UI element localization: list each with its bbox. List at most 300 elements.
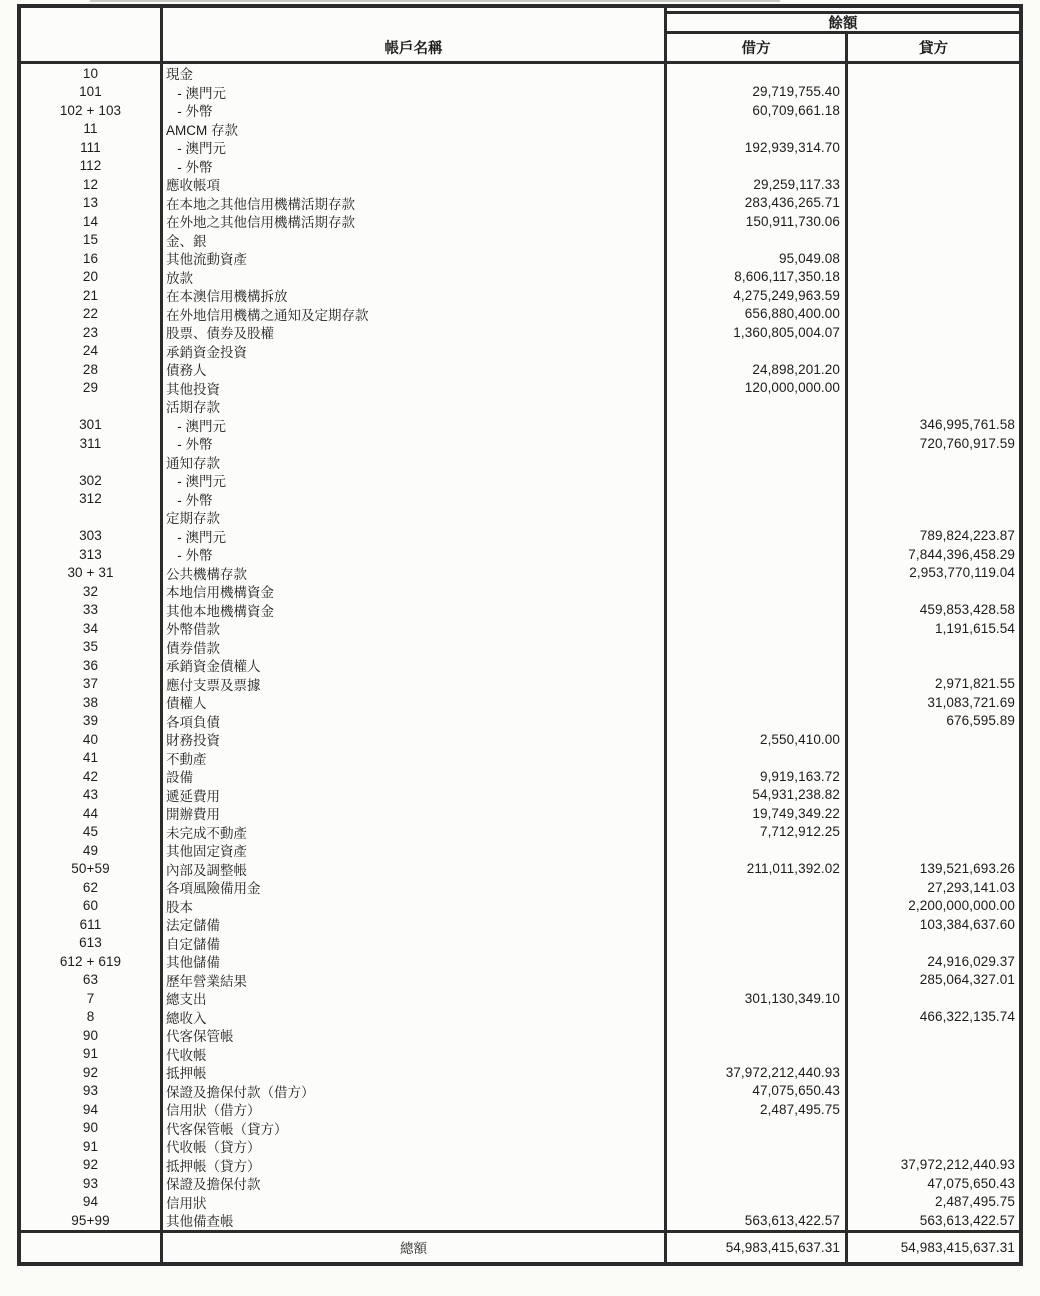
credit-value bbox=[848, 1100, 1019, 1119]
table-row bbox=[21, 434, 1019, 453]
account-code: 93 bbox=[21, 1082, 163, 1101]
table-row bbox=[21, 749, 1019, 768]
credit-value bbox=[848, 989, 1019, 1008]
debit-value: 2,487,495.75 bbox=[667, 1100, 848, 1119]
credit-value bbox=[848, 1082, 1019, 1101]
table-row bbox=[21, 286, 1019, 305]
debit-value bbox=[667, 471, 848, 490]
table-row bbox=[21, 157, 1019, 176]
account-code: 12 bbox=[21, 175, 163, 194]
total-label: 總額 bbox=[163, 1233, 667, 1262]
account-code: 92 bbox=[21, 1063, 163, 1082]
account-name: 在外地信用機構之通知及定期存款 bbox=[163, 305, 667, 324]
credit-value bbox=[848, 490, 1019, 509]
account-code: 8 bbox=[21, 1008, 163, 1027]
account-name: 總收入 bbox=[163, 1008, 667, 1027]
header-code-cell bbox=[21, 8, 163, 61]
debit-value: 7,712,912.25 bbox=[667, 823, 848, 842]
debit-value bbox=[667, 527, 848, 546]
account-name: - 澳門元 bbox=[163, 527, 667, 546]
credit-value bbox=[848, 360, 1019, 379]
account-code: 44 bbox=[21, 804, 163, 823]
table-row bbox=[21, 379, 1019, 398]
account-name: 其他本地機構資金 bbox=[163, 601, 667, 620]
account-code: 38 bbox=[21, 693, 163, 712]
account-code bbox=[21, 508, 163, 527]
account-code: 43 bbox=[21, 786, 163, 805]
total-debit: 54,983,415,637.31 bbox=[667, 1233, 848, 1262]
table-row bbox=[21, 582, 1019, 601]
header-balance-sub bbox=[667, 34, 1019, 61]
credit-value bbox=[848, 508, 1019, 527]
account-name: - 外幣 bbox=[163, 434, 667, 453]
credit-value bbox=[848, 64, 1019, 83]
credit-value: 24,916,029.37 bbox=[927, 953, 1015, 969]
credit-value: 346,995,761.58 bbox=[919, 417, 1015, 433]
account-name: 代收帳（貸方） bbox=[163, 1137, 667, 1156]
debit-value bbox=[667, 120, 848, 139]
table-row bbox=[21, 1100, 1019, 1119]
total-code-cell bbox=[21, 1233, 163, 1262]
account-name: 代客保管帳 bbox=[163, 1026, 667, 1045]
table-row bbox=[21, 342, 1019, 361]
table-row bbox=[21, 416, 1019, 435]
account-name: 歷年營業結果 bbox=[163, 971, 667, 990]
credit-value bbox=[848, 286, 1019, 305]
account-name: 債務人 bbox=[163, 360, 667, 379]
account-code: 35 bbox=[21, 638, 163, 657]
header-balance: 餘額 bbox=[667, 11, 1019, 34]
account-name: 應收帳項 bbox=[163, 175, 667, 194]
credit-value bbox=[848, 212, 1019, 231]
account-name: 未完成不動產 bbox=[163, 823, 667, 842]
account-code: 32 bbox=[21, 582, 163, 601]
account-name: - 澳門元 bbox=[163, 83, 667, 102]
trial-balance-table bbox=[17, 4, 1023, 1266]
account-code: 91 bbox=[21, 1137, 163, 1156]
debit-value: 563,613,422.57 bbox=[667, 1211, 848, 1230]
credit-value: 47,075,650.43 bbox=[927, 1175, 1015, 1191]
credit-value bbox=[848, 730, 1019, 749]
debit-value bbox=[667, 675, 848, 694]
debit-value: 47,075,650.43 bbox=[667, 1082, 848, 1101]
credit-value: 7,844,396,458.29 bbox=[908, 546, 1015, 562]
account-code: 10 bbox=[21, 64, 163, 83]
table-row bbox=[21, 564, 1019, 583]
credit-value bbox=[848, 1119, 1019, 1138]
account-code: 49 bbox=[21, 841, 163, 860]
debit-value bbox=[667, 841, 848, 860]
account-name: 抵押帳 bbox=[163, 1063, 667, 1082]
table-row bbox=[21, 767, 1019, 786]
credit-value bbox=[848, 194, 1019, 213]
credit-value: 2,971,821.55 bbox=[934, 676, 1015, 692]
header-credit: 貸方 bbox=[919, 41, 948, 57]
debit-value bbox=[667, 490, 848, 509]
debit-value: 150,911,730.06 bbox=[667, 212, 848, 231]
account-code: 94 bbox=[21, 1100, 163, 1119]
credit-value bbox=[848, 323, 1019, 342]
account-name: 公共機構存款 bbox=[163, 564, 667, 583]
account-name: 其他備查帳 bbox=[163, 1211, 667, 1230]
debit-value bbox=[667, 545, 848, 564]
debit-value bbox=[667, 564, 848, 583]
account-code: 611 bbox=[21, 915, 163, 934]
total-credit: 54,983,415,637.31 bbox=[900, 1239, 1015, 1255]
account-code: 91 bbox=[21, 1045, 163, 1064]
credit-value bbox=[848, 582, 1019, 601]
debit-value bbox=[667, 1008, 848, 1027]
credit-value bbox=[848, 397, 1019, 416]
credit-value bbox=[848, 157, 1019, 176]
table-row bbox=[21, 1008, 1019, 1027]
account-name: 信用狀（借方） bbox=[163, 1100, 667, 1119]
table-row bbox=[21, 1137, 1019, 1156]
account-code: 92 bbox=[21, 1156, 163, 1175]
account-code: 303 bbox=[21, 527, 163, 546]
table-row bbox=[21, 194, 1019, 213]
account-code: 15 bbox=[21, 231, 163, 250]
account-code: 22 bbox=[21, 305, 163, 324]
table-row bbox=[21, 249, 1019, 268]
account-name: 自定儲備 bbox=[163, 934, 667, 953]
credit-value: 789,824,223.87 bbox=[919, 528, 1015, 544]
table-row bbox=[21, 1174, 1019, 1193]
table-row bbox=[21, 1156, 1019, 1175]
debit-value: 192,939,314.70 bbox=[667, 138, 848, 157]
credit-value bbox=[848, 175, 1019, 194]
table-row bbox=[21, 1026, 1019, 1045]
credit-value bbox=[848, 934, 1019, 953]
table-row bbox=[21, 101, 1019, 120]
account-name: 財務投資 bbox=[163, 730, 667, 749]
account-code: 41 bbox=[21, 749, 163, 768]
credit-value bbox=[848, 841, 1019, 860]
debit-value bbox=[667, 952, 848, 971]
debit-value bbox=[667, 64, 848, 83]
credit-value bbox=[848, 231, 1019, 250]
account-name: 股本 bbox=[163, 897, 667, 916]
debit-value: 37,972,212,440.93 bbox=[667, 1063, 848, 1082]
table-row bbox=[21, 268, 1019, 287]
credit-value bbox=[848, 1137, 1019, 1156]
table-row bbox=[21, 619, 1019, 638]
debit-value bbox=[667, 157, 848, 176]
account-name: 各項負債 bbox=[163, 712, 667, 731]
account-name: 各項風險備用金 bbox=[163, 878, 667, 897]
account-name: 外幣借款 bbox=[163, 619, 667, 638]
account-code: 28 bbox=[21, 360, 163, 379]
header-balance-group bbox=[667, 8, 1019, 61]
account-name: 保證及擔保付款（借方） bbox=[163, 1082, 667, 1101]
account-code: 613 bbox=[21, 934, 163, 953]
credit-value bbox=[848, 823, 1019, 842]
account-code: 95+99 bbox=[21, 1211, 163, 1230]
credit-value: 563,613,422.57 bbox=[919, 1212, 1015, 1228]
debit-value bbox=[667, 434, 848, 453]
debit-value: 301,130,349.10 bbox=[667, 989, 848, 1008]
table-row bbox=[21, 971, 1019, 990]
account-name: 代客保管帳（貸方） bbox=[163, 1119, 667, 1138]
credit-value: 285,064,327.01 bbox=[919, 972, 1015, 988]
account-name: 信用狀 bbox=[163, 1193, 667, 1212]
table-row bbox=[21, 527, 1019, 546]
credit-value bbox=[848, 749, 1019, 768]
debit-value: 60,709,661.18 bbox=[667, 101, 848, 120]
account-code: 94 bbox=[21, 1193, 163, 1212]
debit-value: 95,049.08 bbox=[667, 249, 848, 268]
debit-value bbox=[667, 1045, 848, 1064]
account-code: 63 bbox=[21, 971, 163, 990]
debit-value bbox=[667, 693, 848, 712]
debit-value bbox=[667, 1137, 848, 1156]
table-row bbox=[21, 952, 1019, 971]
debit-value bbox=[667, 1156, 848, 1175]
account-code: 40 bbox=[21, 730, 163, 749]
table-row bbox=[21, 120, 1019, 139]
account-code: 302 bbox=[21, 471, 163, 490]
credit-value bbox=[848, 83, 1019, 102]
debit-value bbox=[667, 915, 848, 934]
account-code: 16 bbox=[21, 249, 163, 268]
table-row bbox=[21, 841, 1019, 860]
debit-value: 4,275,249,963.59 bbox=[667, 286, 848, 305]
account-name: 股票、債券及股權 bbox=[163, 323, 667, 342]
account-code: 37 bbox=[21, 675, 163, 694]
account-code: 112 bbox=[21, 157, 163, 176]
account-name: - 外幣 bbox=[163, 545, 667, 564]
account-name: 活期存款 bbox=[163, 397, 667, 416]
debit-value bbox=[667, 619, 848, 638]
credit-value: 720,760,917.59 bbox=[919, 435, 1015, 451]
account-code bbox=[21, 453, 163, 472]
account-name: 抵押帳（貸方） bbox=[163, 1156, 667, 1175]
table-row bbox=[21, 508, 1019, 527]
debit-value: 656,880,400.00 bbox=[667, 305, 848, 324]
table-row bbox=[21, 804, 1019, 823]
table-row bbox=[21, 656, 1019, 675]
debit-value: 120,000,000.00 bbox=[667, 379, 848, 398]
account-name: 內部及調整帳 bbox=[163, 860, 667, 879]
account-name: - 外幣 bbox=[163, 490, 667, 509]
table-row bbox=[21, 360, 1019, 379]
account-code: 101 bbox=[21, 83, 163, 102]
table-row bbox=[21, 1211, 1019, 1230]
table-row bbox=[21, 1193, 1019, 1212]
credit-value: 466,322,135.74 bbox=[919, 1009, 1015, 1025]
table-row bbox=[21, 601, 1019, 620]
debit-value bbox=[667, 1026, 848, 1045]
account-code: 313 bbox=[21, 545, 163, 564]
debit-value: 29,259,117.33 bbox=[667, 175, 848, 194]
account-code: 312 bbox=[21, 490, 163, 509]
table-row bbox=[21, 730, 1019, 749]
account-code: 23 bbox=[21, 323, 163, 342]
debit-value bbox=[667, 508, 848, 527]
credit-value bbox=[848, 1026, 1019, 1045]
credit-value bbox=[848, 453, 1019, 472]
table-row bbox=[21, 175, 1019, 194]
account-code: 11 bbox=[21, 120, 163, 139]
debit-value bbox=[667, 601, 848, 620]
debit-value bbox=[667, 1174, 848, 1193]
debit-value bbox=[667, 638, 848, 657]
account-name: 債權人 bbox=[163, 693, 667, 712]
credit-value: 2,487,495.75 bbox=[934, 1194, 1015, 1210]
debit-value: 54,931,238.82 bbox=[667, 786, 848, 805]
debit-value bbox=[667, 397, 848, 416]
account-code: 36 bbox=[21, 656, 163, 675]
account-code: 301 bbox=[21, 416, 163, 435]
credit-value: 139,521,693.26 bbox=[919, 861, 1015, 877]
table-row bbox=[21, 397, 1019, 416]
debit-value: 1,360,805,004.07 bbox=[667, 323, 848, 342]
credit-value: 459,853,428.58 bbox=[919, 602, 1015, 618]
table-row bbox=[21, 638, 1019, 657]
credit-value bbox=[848, 1045, 1019, 1064]
table-header bbox=[21, 8, 1019, 64]
debit-value bbox=[667, 342, 848, 361]
account-name: 其他固定資產 bbox=[163, 841, 667, 860]
credit-value: 2,953,770,119.04 bbox=[909, 565, 1015, 581]
debit-value bbox=[667, 1193, 848, 1212]
account-code: 62 bbox=[21, 878, 163, 897]
table-row bbox=[21, 989, 1019, 1008]
account-name: 法定儲備 bbox=[163, 915, 667, 934]
debit-value: 29,719,755.40 bbox=[667, 83, 848, 102]
account-code: 24 bbox=[21, 342, 163, 361]
table-row bbox=[21, 212, 1019, 231]
account-name: 開辦費用 bbox=[163, 804, 667, 823]
debit-value: 24,898,201.20 bbox=[667, 360, 848, 379]
table-row bbox=[21, 1045, 1019, 1064]
account-name: 本地信用機構資金 bbox=[163, 582, 667, 601]
debit-value bbox=[667, 712, 848, 731]
table-row bbox=[21, 1063, 1019, 1082]
account-code: 39 bbox=[21, 712, 163, 731]
account-name: 在外地之其他信用機構活期存款 bbox=[163, 212, 667, 231]
table-row bbox=[21, 823, 1019, 842]
account-name: 在本澳信用機構拆放 bbox=[163, 286, 667, 305]
account-code: 60 bbox=[21, 897, 163, 916]
credit-value bbox=[848, 249, 1019, 268]
debit-value bbox=[667, 878, 848, 897]
account-name: - 外幣 bbox=[163, 101, 667, 120]
account-name: 債券借款 bbox=[163, 638, 667, 657]
debit-value bbox=[667, 971, 848, 990]
account-code: 111 bbox=[21, 138, 163, 157]
table-row bbox=[21, 1119, 1019, 1138]
account-code: 14 bbox=[21, 212, 163, 231]
account-name: 放款 bbox=[163, 268, 667, 287]
table-row bbox=[21, 712, 1019, 731]
account-name: 在本地之其他信用機構活期存款 bbox=[163, 194, 667, 213]
account-name: 遞延費用 bbox=[163, 786, 667, 805]
account-name: - 澳門元 bbox=[163, 471, 667, 490]
account-code: 311 bbox=[21, 434, 163, 453]
credit-value bbox=[848, 120, 1019, 139]
table-row bbox=[21, 675, 1019, 694]
debit-value bbox=[667, 656, 848, 675]
credit-value: 2,200,000,000.00 bbox=[908, 898, 1015, 914]
account-name: 承銷資金債權人 bbox=[163, 656, 667, 675]
table-body bbox=[21, 64, 1019, 1230]
account-name: AMCM 存款 bbox=[163, 120, 667, 139]
account-code: 21 bbox=[21, 286, 163, 305]
credit-value bbox=[848, 804, 1019, 823]
debit-value bbox=[667, 934, 848, 953]
table-row bbox=[21, 453, 1019, 472]
debit-value bbox=[667, 416, 848, 435]
account-code: 50+59 bbox=[21, 860, 163, 879]
header-debit: 借方 bbox=[667, 34, 848, 61]
credit-value bbox=[848, 379, 1019, 398]
account-name: 保證及擔保付款 bbox=[163, 1174, 667, 1193]
credit-value: 37,972,212,440.93 bbox=[900, 1157, 1015, 1173]
credit-value bbox=[848, 638, 1019, 657]
credit-value bbox=[848, 786, 1019, 805]
account-name: - 澳門元 bbox=[163, 416, 667, 435]
account-code: 612 + 619 bbox=[21, 952, 163, 971]
debit-value: 8,606,117,350.18 bbox=[667, 268, 848, 287]
account-name: 應付支票及票據 bbox=[163, 675, 667, 694]
credit-value bbox=[848, 138, 1019, 157]
table-row bbox=[21, 138, 1019, 157]
table-row bbox=[21, 934, 1019, 953]
credit-value bbox=[848, 656, 1019, 675]
table-row bbox=[21, 786, 1019, 805]
debit-value: 283,436,265.71 bbox=[667, 194, 848, 213]
credit-value bbox=[848, 1063, 1019, 1082]
debit-value bbox=[667, 1119, 848, 1138]
credit-value: 676,595.89 bbox=[946, 713, 1015, 729]
account-name: 通知存款 bbox=[163, 453, 667, 472]
table-row bbox=[21, 64, 1019, 83]
table-row bbox=[21, 83, 1019, 102]
account-name: 不動產 bbox=[163, 749, 667, 768]
account-name: 金、銀 bbox=[163, 231, 667, 250]
debit-value: 19,749,349.22 bbox=[667, 804, 848, 823]
account-code: 90 bbox=[21, 1119, 163, 1138]
credit-value: 1,191,615.54 bbox=[934, 620, 1015, 636]
account-code: 102 + 103 bbox=[21, 101, 163, 120]
debit-value: 9,919,163.72 bbox=[667, 767, 848, 786]
account-name: 其他儲備 bbox=[163, 952, 667, 971]
table-row bbox=[21, 897, 1019, 916]
table-row bbox=[21, 471, 1019, 490]
credit-value bbox=[848, 342, 1019, 361]
account-code: 45 bbox=[21, 823, 163, 842]
account-name: - 外幣 bbox=[163, 157, 667, 176]
account-name: 現金 bbox=[163, 64, 667, 83]
debit-value: 211,011,392.02 bbox=[667, 860, 848, 879]
scan-artifact-line bbox=[90, 0, 780, 2]
credit-value: 31,083,721.69 bbox=[927, 694, 1015, 710]
debit-value bbox=[667, 231, 848, 250]
account-code: 93 bbox=[21, 1174, 163, 1193]
table-row bbox=[21, 860, 1019, 879]
account-name: 承銷資金投資 bbox=[163, 342, 667, 361]
total-row bbox=[21, 1230, 1019, 1262]
account-name: 定期存款 bbox=[163, 508, 667, 527]
debit-value bbox=[667, 453, 848, 472]
account-code: 34 bbox=[21, 619, 163, 638]
credit-value bbox=[848, 101, 1019, 120]
account-name: 代收帳 bbox=[163, 1045, 667, 1064]
table-row bbox=[21, 231, 1019, 250]
debit-value bbox=[667, 897, 848, 916]
account-name: 設備 bbox=[163, 767, 667, 786]
